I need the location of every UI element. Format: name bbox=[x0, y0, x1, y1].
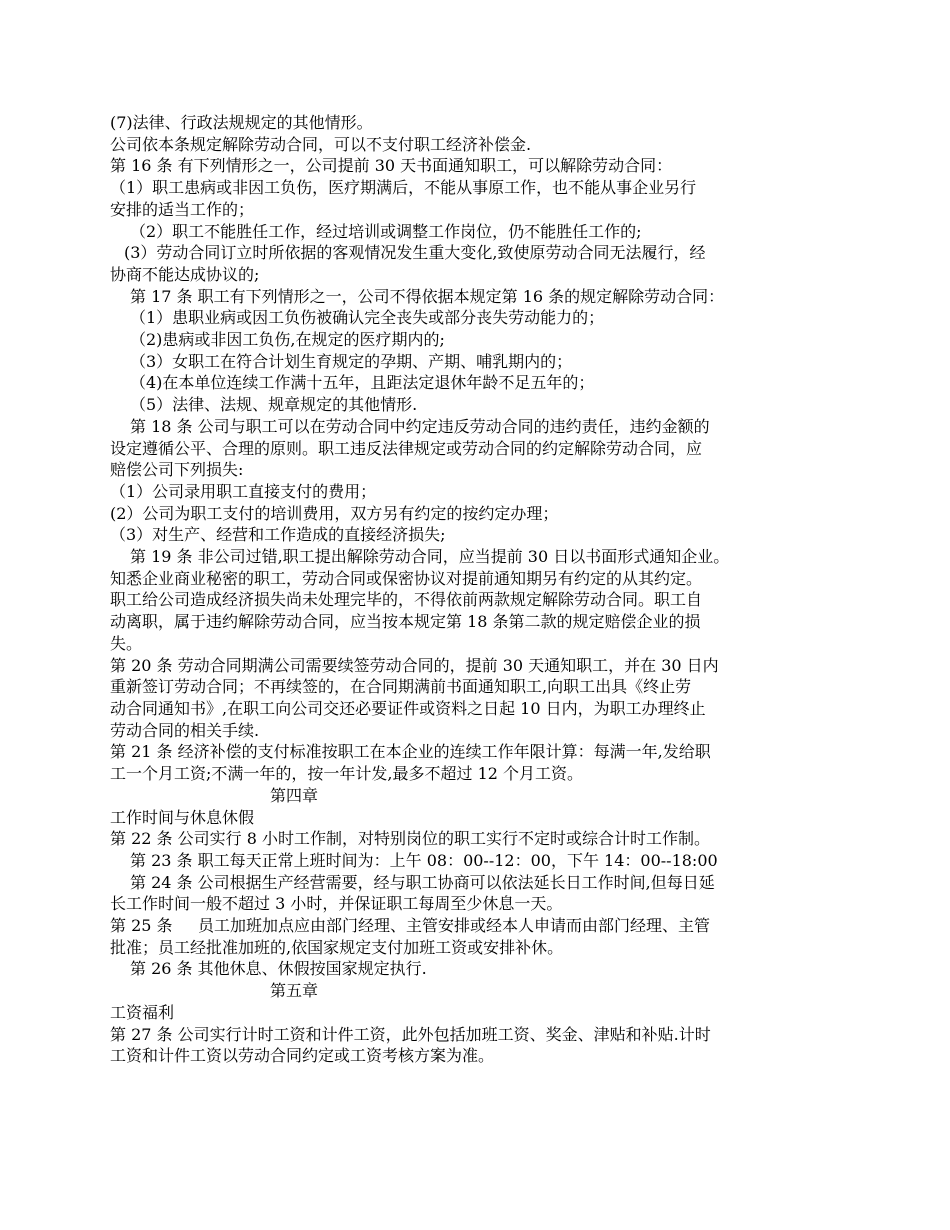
article-19-heading: 第 19 条 非公司过错,职工提出解除劳动合同，应当提前 30 日以书面形式通知企业。 bbox=[130, 547, 730, 567]
chapter-5-heading: 第五章 bbox=[270, 981, 319, 1001]
article-27-heading: 第 27 条 公司实行计时工资和计件工资，此外包括加班工资、奖金、津贴和补贴.计时 bbox=[110, 1024, 711, 1044]
article-16-heading: 第 16 条 有下列情形之一，公司提前 30 天书面通知职工，可以解除劳动合同： bbox=[110, 156, 673, 176]
article-23-heading: 第 23 条 职工每天正常上班时间为：上午 08：00--12：00，下午 14：00--18:00 bbox=[130, 850, 718, 870]
text-line: （3）对生产、经营和工作造成的直接经济损失; bbox=[110, 525, 446, 545]
text-line: 知悉企业商业秘密的职工，劳动合同或保密协议对提前通知期另有约定的从其约定。 bbox=[110, 568, 703, 588]
article-26-heading: 第 26 条 其他休息、休假按国家规定执行. bbox=[130, 959, 427, 979]
text-line: 重新签订劳动合同；不再续签的，在合同期满前书面通知职工,向职工出具《终止劳 bbox=[110, 677, 692, 697]
article-25-heading: 第 25 条 员工加班加点应由部门经理、主管安排或经本人申请而由部门经理、主管 bbox=[110, 916, 710, 936]
text-line: 工一个月工资;不满一年的，按一年计发,最多不超过 12 个月工资。 bbox=[110, 764, 584, 784]
article-18-heading: 第 18 条 公司与职工可以在劳动合同中约定违反劳动合同的违约责任，违约金额的 bbox=[130, 416, 710, 436]
chapter-4-heading: 第四章 bbox=[270, 785, 319, 805]
text-line: 批准；员工经批准加班的,依国家规定支付加班工资或安排补休。 bbox=[110, 937, 564, 957]
text-line: (7)法律、行政法规规定的其他情形。 bbox=[110, 113, 373, 132]
text-line: 赔偿公司下列损失: bbox=[110, 460, 244, 480]
text-line: 职工给公司造成经济损失尚未处理完毕的，不得依前两款规定解除劳动合同。职工自 bbox=[110, 590, 703, 610]
chapter-5-title: 工资福利 bbox=[110, 1002, 175, 1022]
text-line: （2)患病或非因工负伤,在规定的医疗期内的; bbox=[130, 330, 445, 350]
text-line: 协商不能达成协议的; bbox=[110, 264, 260, 284]
article-17-heading: 第 17 条 职工有下列情形之一，公司不得依据本规定第 16 条的规定解除劳动合同： bbox=[130, 286, 725, 306]
text-line: （1）职工患病或非因工负伤，医疗期满后，不能从事原工作，也不能从事企业另行 bbox=[110, 178, 697, 198]
text-line: 公司依本条规定解除劳动合同，可以不支付职工经济补偿金. bbox=[110, 134, 532, 154]
text-line: (3）劳动合同订立时所依据的客观情况发生重大变化,致使原劳动合同无法履行，经 bbox=[124, 243, 706, 263]
text-line: 劳动合同的相关手续. bbox=[110, 720, 260, 740]
text-line: （2）职工不能胜任工作，经过培训或调整工作岗位，仍不能胜任工作的; bbox=[130, 221, 642, 241]
text-line: 动合同通知书》,在职工向公司交还必要证件或资料之日起 10 日内，为职工办理终止 bbox=[110, 698, 706, 718]
article-20-heading: 第 20 条 劳动合同期满公司需要续签劳动合同的，提前 30 天通知职工，并在 30 日内 bbox=[110, 655, 719, 675]
chapter-4-title: 工作时间与休息休假 bbox=[110, 807, 255, 827]
text-line: 动离职，属于违约解除劳动合同，应当按本规定第 18 条第二款的规定赔偿企业的损 bbox=[110, 612, 701, 632]
article-24-heading: 第 24 条 公司根据生产经营需要，经与职工协商可以依法延长日工作时间,但每日延 bbox=[130, 872, 715, 892]
text-line: （1）公司录用职工直接支付的费用； bbox=[110, 481, 377, 501]
article-22-heading: 第 22 条 公司实行 8 小时工作制，对特别岗位的职工实行不定时或综合计时工作制。 bbox=[110, 829, 710, 849]
text-line: 设定遵循公平、合理的原则。职工违反法律规定或劳动合同的约定解除劳动合同，应 bbox=[110, 438, 703, 458]
text-line: (2）公司为职工支付的培训费用，双方另有约定的按约定办理； bbox=[110, 503, 559, 523]
text-line: （5）法律、法规、规章规定的其他情形. bbox=[130, 395, 418, 415]
text-line: 安排的适当工作的； bbox=[110, 199, 255, 219]
text-line: （3）女职工在符合计划生育规定的孕期、产期、哺乳期内的； bbox=[130, 351, 573, 371]
document-body bbox=[110, 112, 830, 1067]
text-line: 长工作时间一般不超过 3 小时，并保证职工每周至少休息一天。 bbox=[110, 894, 563, 914]
text-line: （1）患职业病或因工负伤被确认完全丧失或部分丧失劳动能力的； bbox=[130, 308, 605, 328]
text-line: 工资和计件工资以劳动合同约定或工资考核方案为准。 bbox=[110, 1046, 495, 1066]
article-21-heading: 第 21 条 经济补偿的支付标准按职工在本企业的连续工作年限计算：每满一年,发给职 bbox=[110, 742, 711, 762]
text-line: （4)在本单位连续工作满十五年，且距法定退休年龄不足五年的； bbox=[130, 373, 595, 393]
text-line: 失。 bbox=[110, 633, 143, 653]
